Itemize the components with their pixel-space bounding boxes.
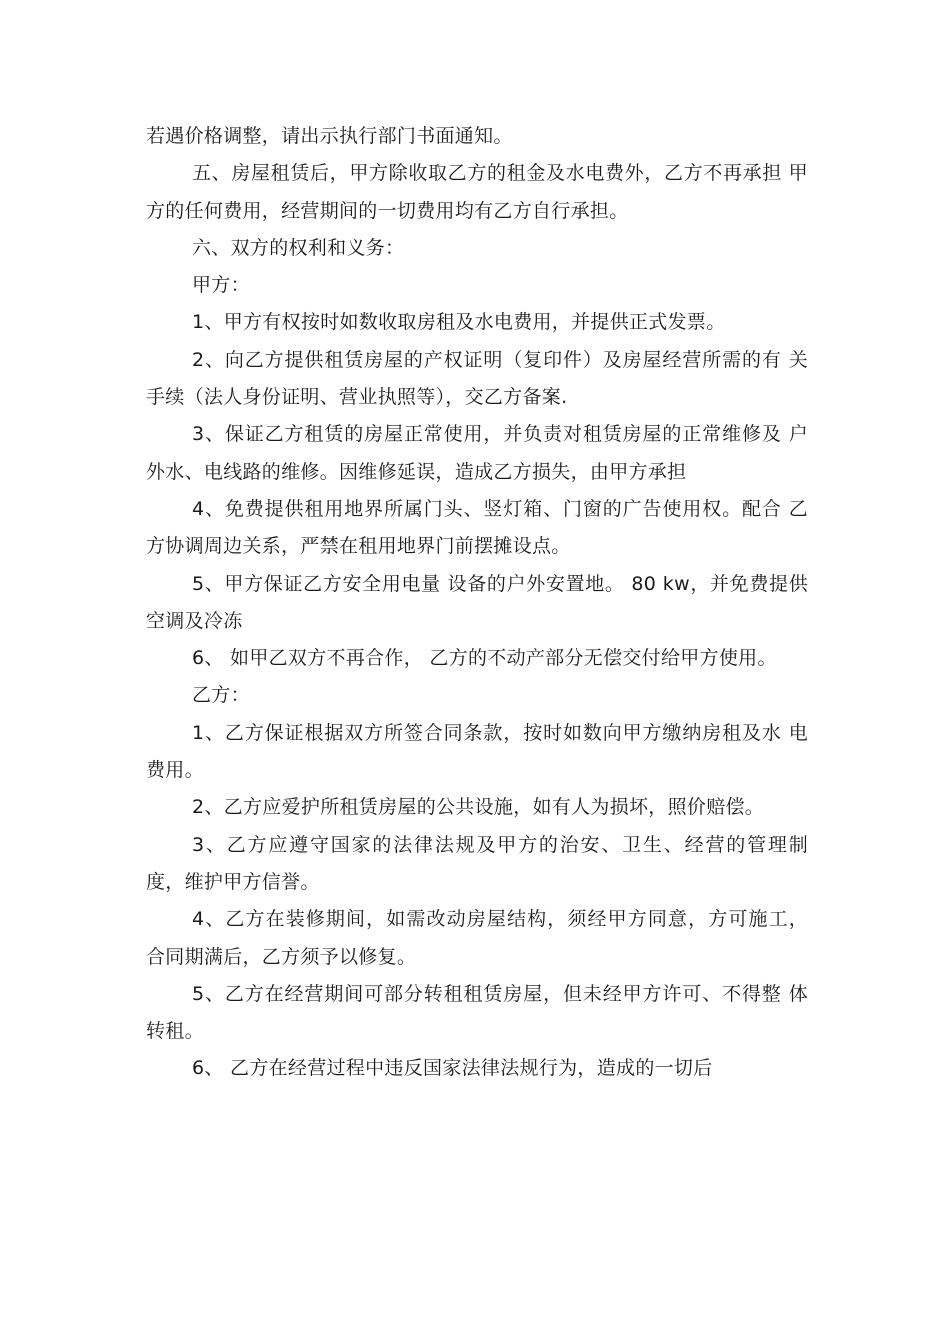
paragraph: 甲方： xyxy=(192,274,250,297)
paragraph: 2、向乙方提供租赁房屋的产权证明（复印件）及房屋经营所需的有 关手续（法人身份证明、营业执照等），交乙方备案. xyxy=(146,348,808,409)
paragraph: 4、免费提供租用地界所属门头、竖灯箱、门窗的广告使用权。配合 乙方协调周边关系，严禁在租用地界门前摆摊设点。 xyxy=(146,497,808,558)
paragraph: 五、房屋租赁后，甲方除收取乙方的租金及水电费外，乙方不再承担 甲方的任何费用，经营期间的一切费用均有乙方自行承担。 xyxy=(146,162,808,222)
paragraph: 乙方： xyxy=(192,684,250,707)
paragraph: 1、甲方有权按时如数收取房租及水电费用，并提供正式发票。 xyxy=(192,311,726,334)
paragraph: 6、 乙方在经营过程中违反国家法律法规行为，造成的一切后 xyxy=(192,1057,713,1080)
paragraph: 1、乙方保证根据双方所签合同条款，按时如数向甲方缴纳房租及水 电费用。 xyxy=(146,721,808,782)
paragraph: 5、乙方在经营期间可部分转租租赁房屋，但未经甲方许可、不得整 体转租。 xyxy=(146,982,808,1043)
paragraph: 3、乙方应遵守国家的法律法规及甲方的治安、卫生、经营的管理制 度，维护甲方信誉。 xyxy=(146,833,808,893)
paragraph: 6、 如甲乙双方不再合作， 乙方的不动产部分无偿交付给甲方使用。 xyxy=(192,647,777,670)
paragraph: 5、甲方保证乙方安全用电量 设备的户外安置地。 80 kw，并免费提供空调及冷冻 xyxy=(146,572,808,632)
paragraph: 4、乙方在装修期间，如需改动房屋结构，须经甲方同意，方可施工， 合同期满后，乙方须予以修复。 xyxy=(146,908,808,968)
paragraph: 3、保证乙方租赁的房屋正常使用，并负责对租赁房屋的正常维修及 户外水、电线路的维修。因维修延误，造成乙方损失，由甲方承担 xyxy=(146,423,808,483)
paragraph: 若遇价格调整，请出示执行部门书面通知。 xyxy=(146,125,513,147)
paragraph: 六、双方的权利和义务： xyxy=(192,236,405,259)
document-body xyxy=(146,118,808,1088)
paragraph: 2、乙方应爱护所租赁房屋的公共设施，如有人为损坏，照价赔偿。 xyxy=(192,796,765,819)
